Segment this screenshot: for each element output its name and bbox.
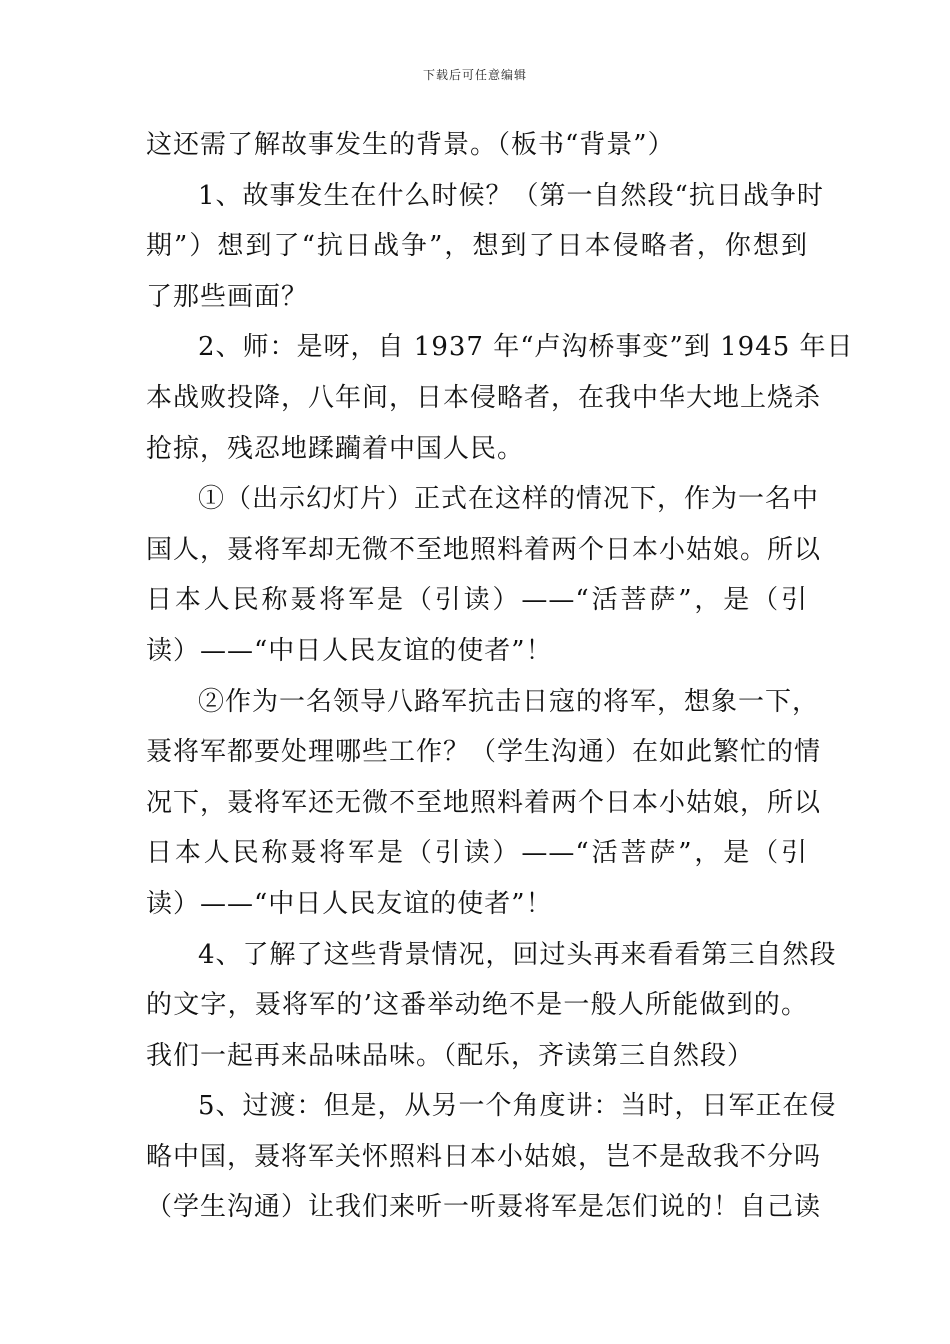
text-line: 5、过渡：但是，从另一个角度讲：当时，日军正在侵 bbox=[198, 1091, 837, 1122]
text-line: 国人，聂将军却无微不至地照料着两个日本小姑娘。所以 bbox=[146, 534, 822, 565]
text-line: 2、师：是呀，自 1937 年“卢沟桥事变”到 1945 年日 bbox=[198, 332, 854, 363]
text-line: 读）——“中日人民友谊的使者”！ bbox=[146, 888, 553, 919]
text-line: （学生沟通）让我们来听一听聂将军是怎们说的！自己读 bbox=[146, 1192, 822, 1223]
text-line: 了那些画面？ bbox=[146, 281, 309, 312]
text-line: 本战败投降，八年间，日本侵略者，在我中华大地上烧杀 bbox=[146, 382, 822, 413]
text-line: 聂将军都要处理哪些工作？（学生沟通）在如此繁忙的情 bbox=[146, 737, 822, 768]
text-line: 4、了解了这些背景情况，回过头再来看看第三自然段 bbox=[198, 939, 837, 970]
text-line: 的文字，聂将军的’这番举动绝不是一般人所能做到的。 bbox=[146, 990, 808, 1021]
text-line: 日本人民称聂将军是（引读）——“活菩萨”，是（引 bbox=[146, 838, 808, 869]
text-line: ②作为一名领导八路军抗击日寇的将军，想象一下， bbox=[198, 686, 820, 717]
text-line: 期”）想到了“抗日战争”，想到了日本侵略者，你想到 bbox=[146, 231, 808, 262]
text-line: 抢掠，残忍地蹂躏着中国人民。 bbox=[146, 433, 525, 464]
text-line: 这还需了解故事发生的背景。（板书“背景”） bbox=[146, 130, 675, 160]
text-line: 日本人民称聂将军是（引读）——“活菩萨”，是（引 bbox=[146, 585, 808, 616]
document-body bbox=[146, 120, 854, 1233]
text-line: 略中国，聂将军关怀照料日本小姑娘，岂不是敌我不分吗 bbox=[146, 1141, 822, 1172]
text-line: 况下，聂将军还无微不至地照料着两个日本小姑娘，所以 bbox=[146, 787, 822, 818]
text-line: ①（出示幻灯片）正式在这样的情况下，作为一名中 bbox=[198, 484, 820, 515]
text-line: 1、故事发生在什么时候？（第一自然段“抗日战争时 bbox=[198, 180, 824, 211]
text-line: 读）——“中日人民友谊的使者”！ bbox=[146, 635, 553, 666]
text-line: 我们一起再来品味品味。（配乐，齐读第三自然段） bbox=[146, 1040, 755, 1071]
page-header-note: 下载后可任意编辑 bbox=[422, 68, 527, 82]
